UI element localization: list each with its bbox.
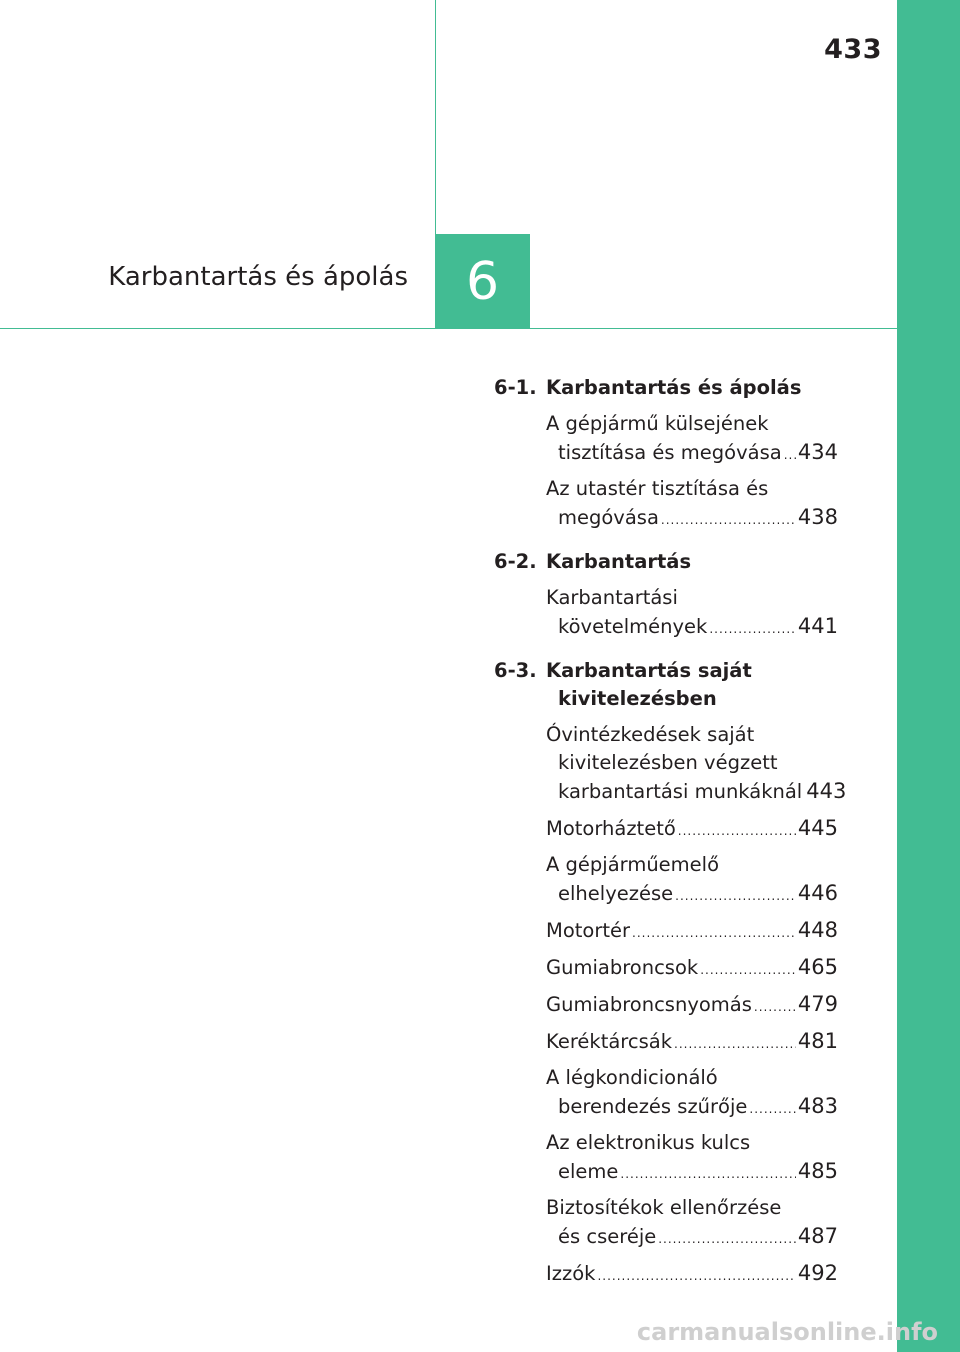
page-number: 433 — [824, 34, 882, 65]
toc-page-number: 465 — [797, 955, 838, 979]
toc-page-number: 434 — [797, 440, 838, 464]
toc-entry-text: Gumiabroncsok — [546, 956, 699, 979]
toc-dot-leader — [632, 919, 796, 947]
toc-page-number: 483 — [797, 1094, 838, 1118]
toc-entry-line — [546, 475, 838, 503]
toc-entry[interactable] — [546, 953, 838, 984]
toc-entry[interactable] — [546, 410, 838, 469]
toc-entry-line — [546, 1157, 838, 1188]
toc-entry-line — [546, 503, 838, 534]
toc-entry[interactable] — [546, 1064, 838, 1123]
toc-section-title: Karbantartás — [546, 550, 692, 573]
toc-entry-text: megóvása — [558, 506, 659, 529]
toc-dot-leader — [754, 993, 796, 1021]
toc-entry-line — [546, 721, 838, 749]
toc-entry-text: Biztosítékok ellenőrzése — [546, 1196, 782, 1219]
toc-dot-leader — [675, 882, 796, 910]
toc-dot-leader — [620, 1160, 796, 1188]
toc-entry[interactable] — [546, 814, 838, 845]
toc-entry[interactable] — [546, 1259, 838, 1290]
toc-dot-leader — [700, 956, 796, 984]
toc-entry-text: Motortér — [546, 919, 631, 942]
toc-entry-line — [546, 851, 838, 879]
toc-entry-text: Karbantartási — [546, 586, 678, 609]
toc-entry[interactable] — [546, 584, 838, 643]
toc-dot-leader — [661, 506, 796, 534]
toc-entry-text: és cseréje — [558, 1225, 657, 1248]
chapter-number: 6 — [465, 251, 500, 312]
toc-section-heading — [494, 657, 838, 713]
toc-entry-text: Izzók — [546, 1262, 596, 1285]
toc-section — [494, 548, 838, 643]
toc-page-number: 446 — [797, 881, 838, 905]
toc-entry-text: berendezés szűrője — [558, 1095, 748, 1118]
toc-entry[interactable] — [546, 1129, 838, 1188]
toc-page-number: 481 — [797, 1029, 838, 1053]
toc-entry-text: Gumiabroncsnyomás — [546, 993, 752, 1016]
toc-entry-line — [546, 1194, 838, 1222]
header-divider-vertical — [435, 0, 436, 234]
toc-entry[interactable] — [546, 1027, 838, 1058]
toc-entry-text: kivitelezésben végzett — [558, 751, 778, 774]
toc-dot-leader — [678, 817, 796, 845]
toc-entry-text: Az utastér tisztítása és — [546, 477, 769, 500]
toc-entry[interactable] — [546, 851, 838, 910]
toc-entry-line — [546, 584, 838, 612]
toc-entry-text: Motorháztető — [546, 817, 676, 840]
toc-entry-text: Óvintézkedések saját — [546, 723, 755, 746]
toc-entry[interactable] — [546, 475, 838, 534]
toc-section-heading — [494, 374, 838, 402]
watermark: carmanualsonline.info — [636, 1318, 938, 1346]
toc-entry[interactable] — [546, 916, 838, 947]
toc-entry-text: A légkondicionáló — [546, 1066, 718, 1089]
toc-page-number: 485 — [797, 1159, 838, 1183]
toc-entry-line — [546, 1064, 838, 1092]
toc-section-number: 6-3. — [494, 659, 537, 682]
toc-dot-leader — [709, 615, 796, 643]
toc-entry-text: Keréktárcsák — [546, 1030, 672, 1053]
toc-dot-leader — [674, 1030, 796, 1058]
toc-dot-leader — [597, 1262, 795, 1290]
toc-entry-line — [546, 1129, 838, 1157]
toc-entry-line — [546, 438, 838, 469]
chapter-title: Karbantartás és ápolás — [108, 262, 408, 292]
toc-page-number: 479 — [797, 992, 838, 1016]
toc-page-number: 438 — [797, 505, 838, 529]
toc-entry-line — [546, 612, 838, 643]
toc-page-number: 487 — [797, 1224, 838, 1248]
toc-entry-text: Az elektronikus kulcs — [546, 1131, 751, 1154]
toc-entry-line — [546, 410, 838, 438]
toc-entry-text: eleme — [558, 1160, 619, 1183]
chapter-tab-strip — [897, 0, 960, 1352]
toc-section-number: 6-1. — [494, 376, 537, 399]
toc-entry-text: tisztítása és megóvása — [558, 441, 782, 464]
toc-entry-text: követelmények — [558, 615, 708, 638]
toc-entry-line — [546, 879, 838, 910]
toc-entry-text: A gépjárműemelő — [546, 853, 720, 876]
toc-section — [494, 374, 838, 534]
toc-dot-leader — [749, 1095, 796, 1123]
toc-entry-line — [546, 1027, 838, 1058]
toc-entry-line — [546, 777, 847, 808]
toc-section-heading — [494, 548, 838, 576]
toc-dot-leader — [784, 441, 796, 469]
toc-entry-line — [546, 1092, 838, 1123]
toc-entry-line — [546, 916, 838, 947]
toc-entry-text: elhelyezése — [558, 882, 674, 905]
table-of-contents — [494, 374, 847, 1304]
toc-page-number: 492 — [797, 1261, 838, 1285]
toc-section-title: Karbantartás és ápolás — [546, 376, 802, 399]
toc-entry[interactable] — [546, 990, 838, 1021]
toc-section — [494, 657, 847, 1290]
toc-entry-line — [546, 814, 838, 845]
toc-entry-line — [546, 1222, 838, 1253]
toc-entry-line — [546, 990, 838, 1021]
toc-entry-line — [546, 1259, 838, 1290]
toc-section-number: 6-2. — [494, 550, 537, 573]
toc-page-number: 448 — [797, 918, 838, 942]
chapter-number-badge — [435, 234, 530, 329]
toc-dot-leader — [658, 1225, 796, 1253]
toc-page-number: 443 — [806, 779, 847, 803]
toc-entry-line — [546, 749, 838, 777]
toc-page-number: 441 — [797, 614, 838, 638]
toc-entry[interactable] — [546, 1194, 838, 1253]
toc-entry-text: karbantartási munkáknál — [558, 780, 803, 803]
toc-page-number: 445 — [797, 816, 838, 840]
toc-entry-line — [546, 953, 838, 984]
toc-entry-text: A gépjármű külsejének — [546, 412, 769, 435]
toc-section-title: Karbantartás saját kivitelezésben — [546, 659, 752, 710]
toc-entry[interactable] — [546, 721, 847, 808]
